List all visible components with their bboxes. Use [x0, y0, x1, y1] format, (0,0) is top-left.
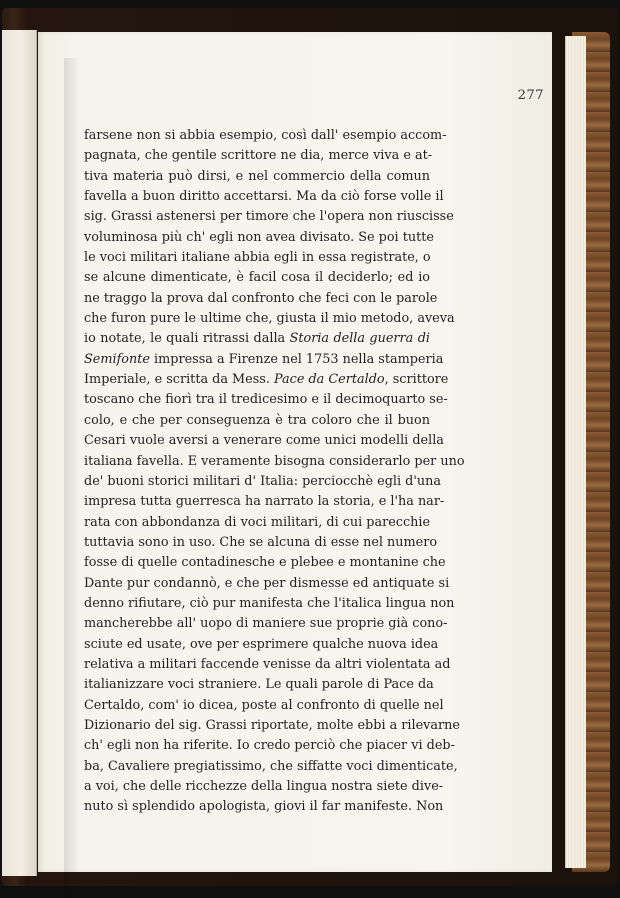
- text-line: nuto sì splendido apologista, giovi il far manifeste. Non: [84, 799, 444, 815]
- text-line: Imperiale, e scritta da Mess. Pace da Certaldo, scrittore: [84, 372, 449, 388]
- text-line: a voi, che delle ricchezze della lingua nostra siete dive-: [84, 779, 444, 794]
- text-line: relativa a militari faccende venisse da altri violentata ad: [84, 656, 451, 672]
- text-line: Cesari vuole aversi a venerare come unici modelli della: [84, 433, 444, 449]
- text-line: voluminosa più ch' egli non avea divisato. Se poi tutte: [84, 229, 434, 245]
- text-line: pagnata, che gentile scrittore ne dia, merce viva e at-: [84, 148, 433, 164]
- text-line: mancherebbe all' uopo di maniere sue proprie già cono-: [84, 616, 448, 632]
- text-line: ne traggo la prova dal confronto che feci con le parole: [84, 290, 438, 306]
- text-line: farsene non si abbia esempio, così dall' esempio accom-: [84, 128, 447, 143]
- text-line: denno rifiutare, ciò pur manifesta che l'italica lingua non: [84, 595, 455, 611]
- page-number: 277: [517, 88, 544, 103]
- text-line: colo, e che per conseguenza è tra coloro che il buon: [84, 412, 430, 428]
- text-line: fosse di quelle contadinesche e plebee e montanine che: [84, 555, 446, 571]
- text-line: Certaldo, com' io dicea, poste al confronto di quelle nel: [84, 697, 444, 713]
- text-line: toscano che fiorì tra il tredicesimo e il decimoquarto se-: [84, 392, 448, 408]
- text-line: impresa tutta guerresca ha narrato la storia, e l'ha nar-: [84, 494, 445, 510]
- text-line: rata con abbondanza di voci militari, di cui parecchie: [84, 514, 431, 530]
- italic-title: Storia della guerra di: [289, 331, 430, 347]
- text-line: italianizzare voci straniere. Le quali parole di Pace da: [84, 677, 434, 693]
- text-line: ba, Cavaliere pregiatissimo, che siffatte voci dimenticate,: [84, 758, 458, 774]
- italic-title: Pace da Certaldo: [274, 372, 385, 388]
- text-line: le voci militari italiane abbia egli in essa registrate, o: [84, 250, 431, 266]
- text-line: tiva materia può dirsi, e nel commercio della comun: [84, 168, 430, 184]
- text-line: Dante pur condannò, e che per dismesse ed antiquate si: [84, 575, 450, 591]
- page-edges: [565, 36, 586, 868]
- text-line: Dizionario del sig. Grassi riportate, molte ebbi a rilevarne: [84, 717, 460, 733]
- text-line: ch' egli non ha riferite. Io credo perciò che piacer vi deb-: [84, 738, 455, 754]
- text-line: de' buoni storici militari d' Italia: perciocchè egli d'una: [84, 473, 442, 489]
- left-page-edge: [2, 30, 37, 876]
- body-text: [84, 126, 465, 818]
- italic-title: Semifonte: [84, 351, 150, 367]
- text-line: Semifonte impressa a Firenze nel 1753 nella stamperia: [84, 351, 444, 367]
- text-line: sig. Grassi astenersi per timore che l'opera non riuscisse: [84, 209, 454, 225]
- text-line: che furon pure le ultime che, giusta il mio metodo, aveva: [84, 311, 455, 327]
- text-line: favella a buon diritto accettarsi. Ma da ciò forse volle il: [84, 189, 444, 205]
- text-line: italiana favella. E veramente bisogna considerarlo per uno: [84, 453, 465, 469]
- text-line: tuttavia sono in uso. Che se alcuna di esse nel numero: [84, 534, 438, 550]
- spine-shadow: [64, 58, 80, 898]
- text-line: io notate, le quali ritrassi dalla Storia della guerra di: [84, 331, 430, 347]
- text-line: sciute ed usate, ove per esprimere qualche nuova idea: [84, 636, 439, 652]
- text-line: se alcune dimenticate, è facil cosa il deciderlo; ed io: [84, 270, 430, 286]
